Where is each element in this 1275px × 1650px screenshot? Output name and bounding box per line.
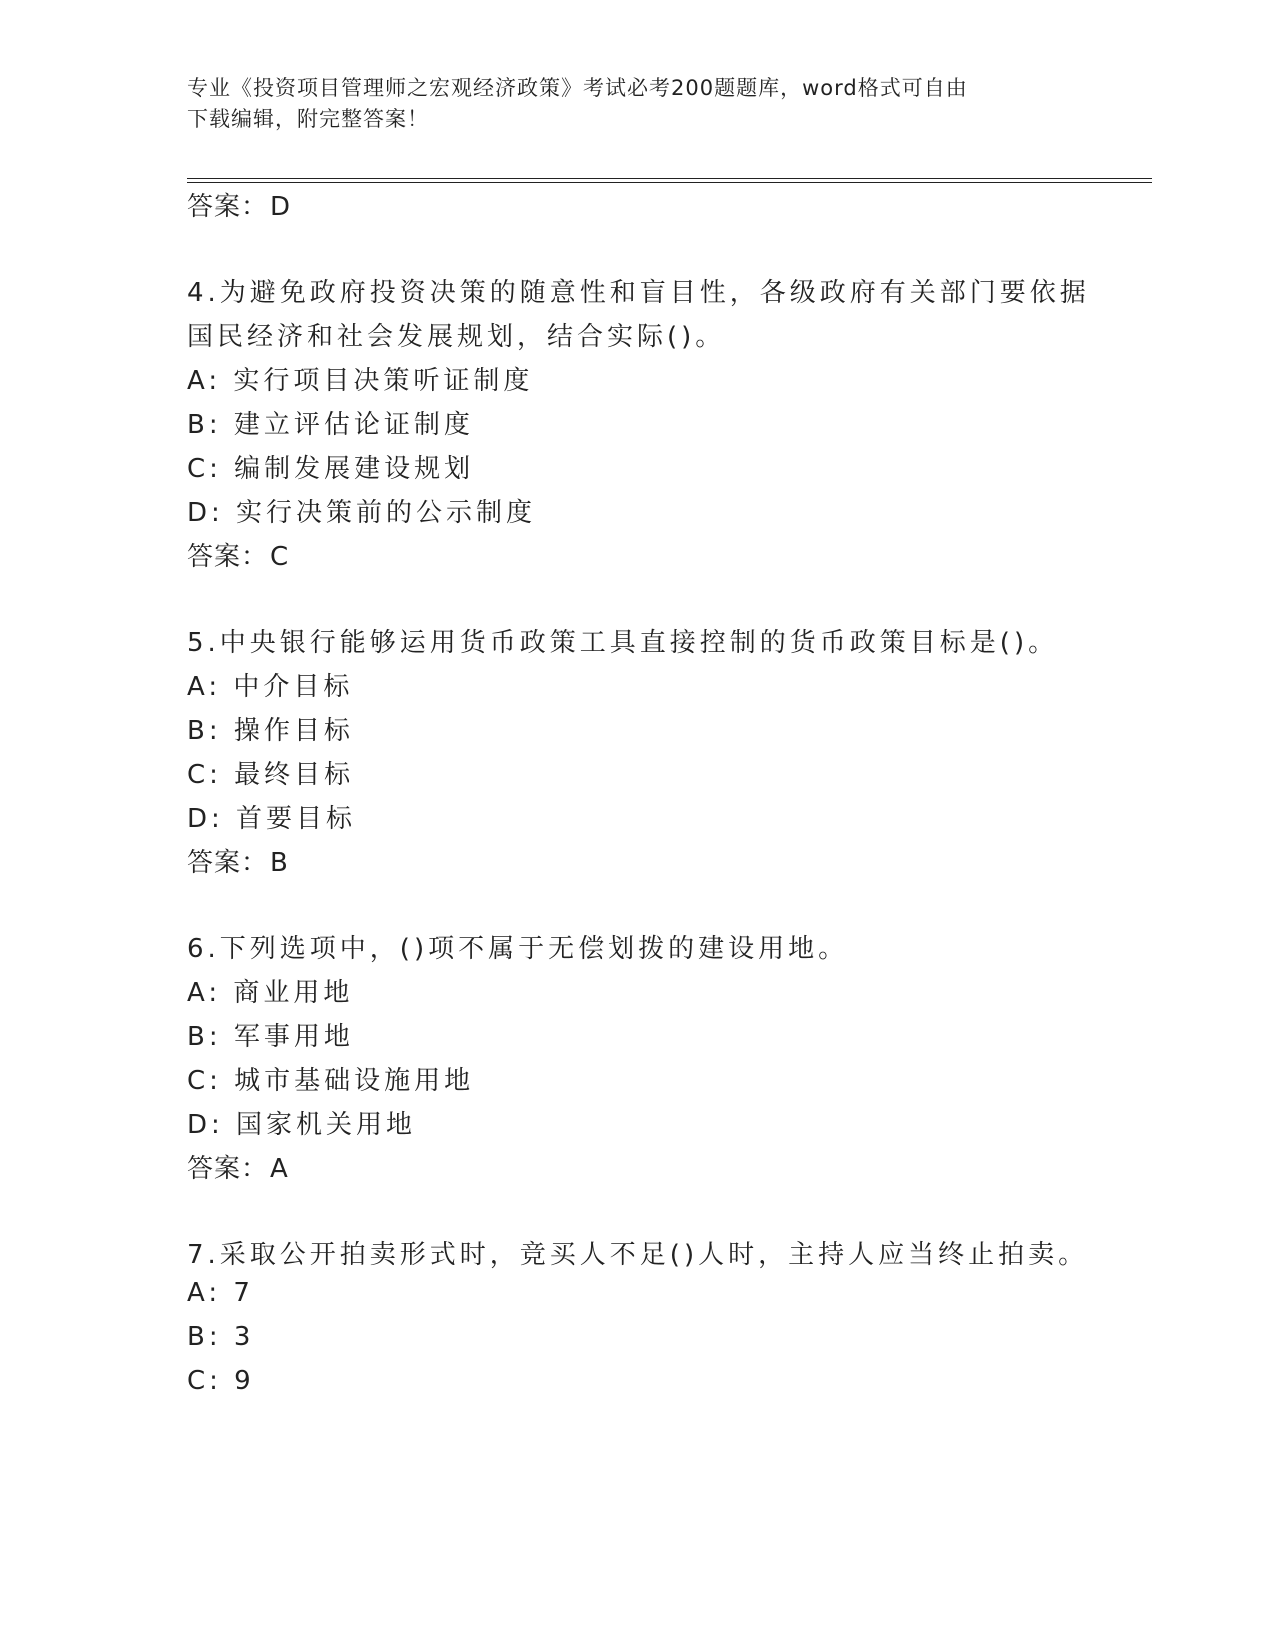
answer-value: B <box>270 848 289 878</box>
question-6-answer <box>187 1148 289 1185</box>
answer-label: 答案： <box>187 1154 269 1184</box>
question-4-option-d: D: 实行决策前的公示制度 <box>187 498 537 528</box>
question-5-option-d: D: 首要目标 <box>187 804 357 834</box>
answer-label: 答案： <box>187 848 269 878</box>
question-5-option-b: B: 操作目标 <box>187 716 354 746</box>
answer-label: 答案： <box>187 542 269 572</box>
question-6-option-a: A: 商业用地 <box>187 978 354 1008</box>
answer-value: C <box>270 542 290 572</box>
answer-value: D <box>270 192 292 222</box>
question-5-answer <box>187 842 289 879</box>
question-6-option-c: C: 城市基础设施用地 <box>187 1066 475 1096</box>
question-4-stem-line-1: 4.为避免政府投资决策的随意性和盲目性，各级政府有关部门要依据 <box>187 278 1090 308</box>
question-7-option-c: C: 9 <box>187 1366 255 1396</box>
answer-label: 答案： <box>187 192 269 222</box>
question-4-answer <box>187 536 289 573</box>
question-4-option-b: B: 建立评估论证制度 <box>187 410 474 440</box>
question-7-option-a: A: 7 <box>187 1278 254 1308</box>
header-line-1: 专业《投资项目管理师之宏观经济政策》考试必考200题题库，word格式可自由 <box>187 76 968 100</box>
question-5-option-c: C: 最终目标 <box>187 760 355 790</box>
question-6-stem-line-1: 6.下列选项中，()项不属于无偿划拨的建设用地。 <box>187 934 849 964</box>
question-6-option-d: D: 国家机关用地 <box>187 1110 417 1140</box>
question-4-option-c: C: 编制发展建设规划 <box>187 454 475 484</box>
header-rule-top <box>187 178 1152 179</box>
question-5-stem-line-1: 5.中央银行能够运用货币政策工具直接控制的货币政策目标是()。 <box>187 628 1059 658</box>
question-7-stem-line-1: 7.采取公开拍卖形式时，竞买人不足()人时，主持人应当终止拍卖。 <box>187 1240 1089 1270</box>
question-6-option-b: B: 军事用地 <box>187 1022 354 1052</box>
header-rule-bottom <box>187 182 1152 183</box>
answer-prev <box>187 186 291 223</box>
question-4-option-a: A: 实行项目决策听证制度 <box>187 366 534 396</box>
document-header <box>187 73 1087 135</box>
question-4-stem-line-2: 国民经济和社会发展规划，结合实际()。 <box>187 322 726 352</box>
question-5-option-a: A: 中介目标 <box>187 672 354 702</box>
header-line-2: 下载编辑，附完整答案！ <box>187 107 429 131</box>
question-7-option-b: B: 3 <box>187 1322 255 1352</box>
answer-value: A <box>270 1154 289 1184</box>
